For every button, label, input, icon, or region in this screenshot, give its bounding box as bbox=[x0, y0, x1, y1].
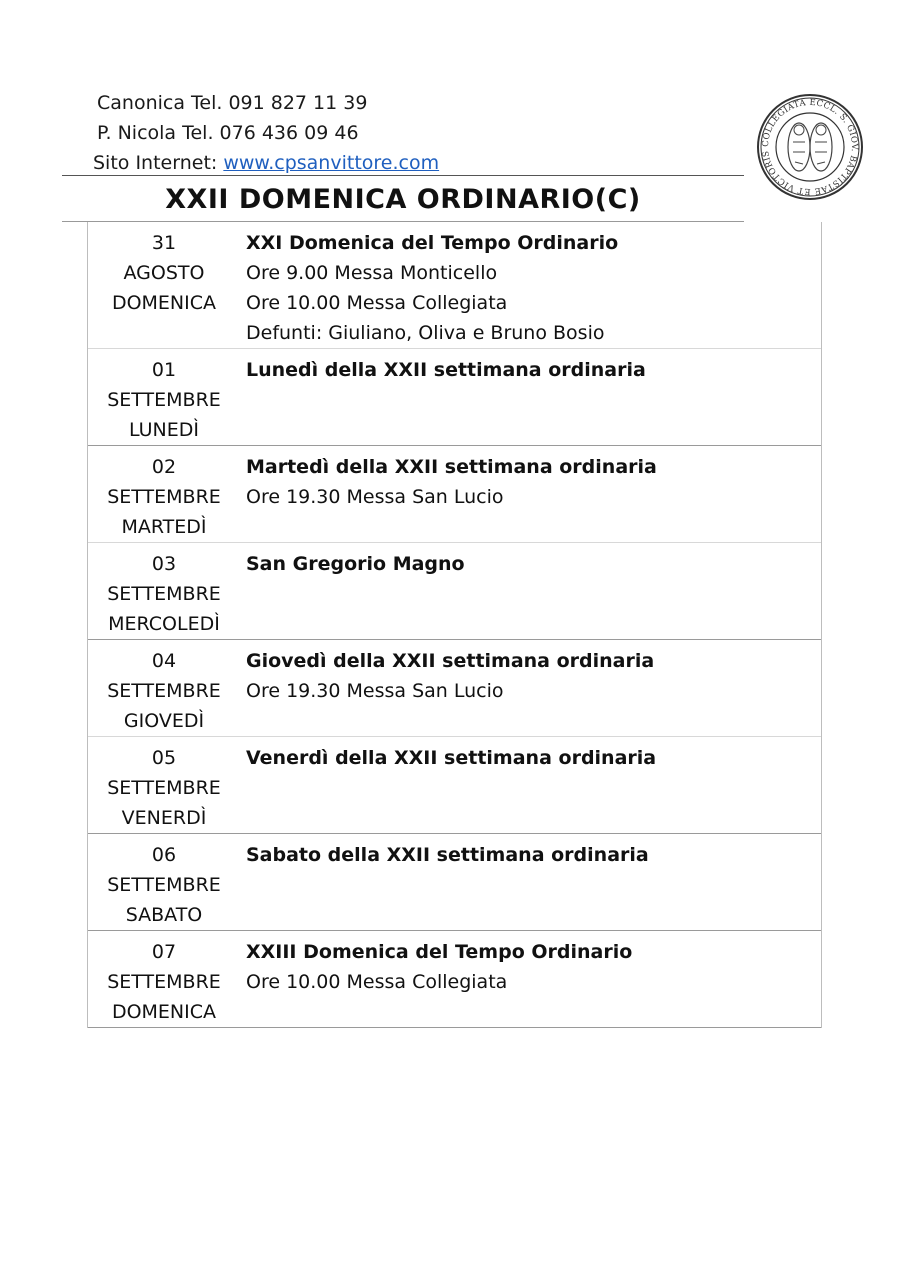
month-name: SETTEMBRE bbox=[107, 777, 221, 799]
canonica-phone: Canonica Tel. 091 827 11 39 bbox=[97, 92, 368, 114]
day-number: 03 bbox=[151, 553, 177, 575]
date-cell bbox=[88, 737, 240, 833]
day-number: 01 bbox=[151, 359, 177, 381]
event-title: Martedì della XXII settimana ordinaria bbox=[246, 456, 657, 478]
page-title: XXII DOMENICA ORDINARIO(C) bbox=[165, 184, 641, 215]
event-title: XXI Domenica del Tempo Ordinario bbox=[246, 232, 619, 254]
date-cell bbox=[88, 349, 240, 445]
event-title: Giovedì della XXII settimana ordinaria bbox=[246, 650, 655, 672]
event-title: Lunedì della XXII settimana ordinaria bbox=[246, 359, 646, 381]
weekday-name: DOMENICA bbox=[111, 1001, 217, 1023]
month-name: AGOSTO bbox=[123, 262, 205, 284]
events-cell bbox=[240, 834, 821, 930]
event-title: XXIII Domenica del Tempo Ordinario bbox=[246, 941, 633, 963]
weekday-name: MERCOLEDÌ bbox=[108, 613, 220, 635]
weekday-name: SABATO bbox=[125, 904, 203, 926]
events-cell bbox=[240, 222, 821, 348]
event-title: Sabato della XXII settimana ordinaria bbox=[246, 844, 649, 866]
date-cell bbox=[88, 222, 240, 348]
date-cell bbox=[88, 640, 240, 736]
schedule-row-31 bbox=[88, 222, 821, 349]
event-line: Ore 10.00 Messa Collegiata bbox=[246, 292, 508, 314]
schedule-row-07 bbox=[88, 931, 821, 1028]
month-name: SETTEMBRE bbox=[107, 486, 221, 508]
document-header bbox=[0, 0, 905, 230]
event-title: Venerdì della XXII settimana ordinaria bbox=[246, 747, 657, 769]
month-name: SETTEMBRE bbox=[107, 874, 221, 896]
date-cell bbox=[88, 446, 240, 542]
schedule-row-05 bbox=[88, 737, 821, 834]
day-number: 06 bbox=[151, 844, 177, 866]
events-cell bbox=[240, 931, 821, 1027]
day-number: 04 bbox=[151, 650, 177, 672]
date-cell bbox=[88, 834, 240, 930]
events-cell bbox=[240, 349, 821, 445]
day-number: 31 bbox=[151, 232, 177, 254]
month-name: SETTEMBRE bbox=[107, 680, 221, 702]
events-cell bbox=[240, 640, 821, 736]
day-number: 05 bbox=[151, 747, 177, 769]
weekday-name: GIOVEDÌ bbox=[123, 710, 205, 732]
seal-lettering: COLLEGIATA ECCL. S. GIOV. BAPTISTAE ET VICTORIS bbox=[760, 97, 860, 197]
website-label: Sito Internet: bbox=[93, 152, 224, 174]
schedule-row-03 bbox=[88, 543, 821, 640]
month-name: SETTEMBRE bbox=[107, 971, 221, 993]
weekday-name: DOMENICA bbox=[111, 292, 217, 314]
month-name: SETTEMBRE bbox=[107, 583, 221, 605]
parish-seal-icon bbox=[755, 92, 865, 202]
day-number: 07 bbox=[151, 941, 177, 963]
month-name: SETTEMBRE bbox=[107, 389, 221, 411]
schedule-row-04 bbox=[88, 640, 821, 737]
website-link[interactable]: www.cpsanvittore.com bbox=[223, 152, 440, 174]
schedule-row-02 bbox=[88, 446, 821, 543]
weekday-name: LUNEDÌ bbox=[129, 419, 199, 441]
events-cell bbox=[240, 737, 821, 833]
event-title: San Gregorio Magno bbox=[246, 553, 465, 575]
nicola-phone: P. Nicola Tel. 076 436 09 46 bbox=[97, 122, 359, 144]
schedule-row-06 bbox=[88, 834, 821, 931]
event-line: Ore 19.30 Messa San Lucio bbox=[246, 680, 504, 702]
event-line: Ore 19.30 Messa San Lucio bbox=[246, 486, 504, 508]
date-cell bbox=[88, 543, 240, 639]
header-rule-top bbox=[62, 175, 744, 176]
weekday-name: MARTEDÌ bbox=[121, 516, 207, 538]
day-number: 02 bbox=[151, 456, 177, 478]
events-cell bbox=[240, 543, 821, 639]
events-cell bbox=[240, 446, 821, 542]
event-line: Ore 10.00 Messa Collegiata bbox=[246, 971, 508, 993]
event-line: Ore 9.00 Messa Monticello bbox=[246, 262, 498, 284]
website-line bbox=[93, 148, 439, 178]
weekday-name: VENERDÌ bbox=[121, 807, 207, 829]
weekly-schedule-table bbox=[87, 222, 822, 1028]
schedule-row-01 bbox=[88, 349, 821, 446]
event-line: Defunti: Giuliano, Oliva e Bruno Bosio bbox=[246, 322, 605, 344]
date-cell bbox=[88, 931, 240, 1027]
